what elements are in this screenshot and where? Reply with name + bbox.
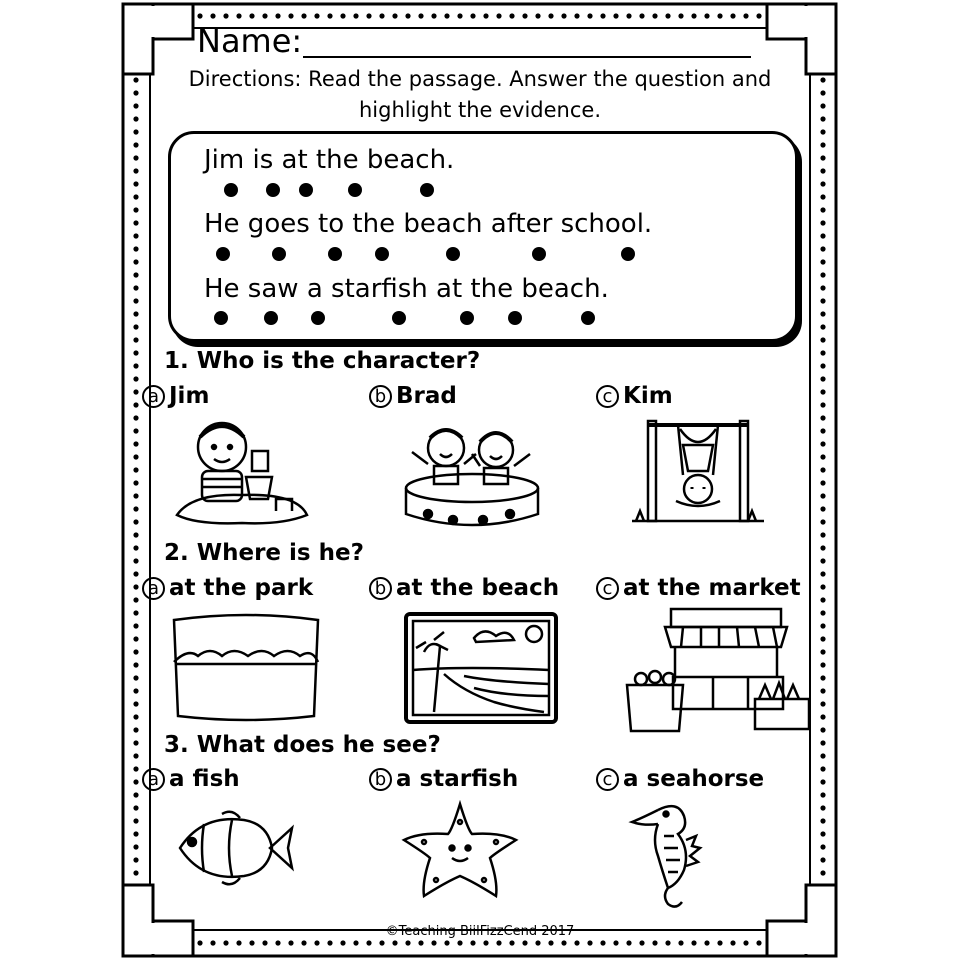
market-stand-icon: [623, 607, 813, 735]
border-dot: [340, 940, 345, 945]
fish-icon: [172, 808, 296, 888]
q1-option-a[interactable]: [142, 383, 209, 409]
border-dot: [133, 389, 138, 394]
border-dot: [820, 727, 825, 732]
border-dot: [820, 519, 825, 524]
border-dot: [691, 940, 696, 945]
border-dot: [133, 805, 138, 810]
word-count-dots: [0, 0, 960, 360]
border-dot: [133, 857, 138, 862]
border-dot: [366, 940, 371, 945]
passage-line-1: Jim is at the beach.: [204, 145, 455, 175]
border-dot: [820, 376, 825, 381]
letter-c-icon[interactable]: c: [596, 768, 619, 791]
border-dot: [133, 558, 138, 563]
border-dot: [379, 940, 384, 945]
option-label: Brad: [396, 383, 457, 409]
option-label: Kim: [623, 383, 673, 409]
option-label: at the park: [169, 575, 314, 601]
word-dot: [460, 311, 474, 325]
border-dot: [133, 740, 138, 745]
border-dot: [133, 701, 138, 706]
letter-b-icon[interactable]: b: [369, 768, 392, 791]
border-dot: [133, 727, 138, 732]
border-dot: [820, 623, 825, 628]
word-dot: [392, 311, 406, 325]
border-dot: [820, 792, 825, 797]
border-dot: [820, 558, 825, 563]
border-dot: [820, 675, 825, 680]
border-dot: [133, 649, 138, 654]
passage-line-2: He goes to the beach after school.: [204, 209, 653, 239]
border-dot: [678, 940, 683, 945]
border-dot: [392, 940, 397, 945]
border-dot: [262, 940, 267, 945]
border-dot: [820, 857, 825, 862]
q1-option-c[interactable]: [596, 383, 673, 409]
border-dot: [522, 940, 527, 945]
border-dot: [820, 818, 825, 823]
word-dot: [311, 311, 325, 325]
border-dot: [133, 818, 138, 823]
border-dot: [820, 753, 825, 758]
border-dot: [820, 662, 825, 667]
border-dot: [133, 467, 138, 472]
border-dot: [249, 940, 254, 945]
q1-option-b[interactable]: [369, 383, 457, 409]
border-dot: [820, 714, 825, 719]
letter-a-icon[interactable]: a: [142, 385, 165, 408]
kids-in-pool-icon: [398, 418, 546, 530]
option-label: at the market: [623, 575, 801, 601]
border-dot: [133, 415, 138, 420]
border-dot: [820, 584, 825, 589]
q3-option-c[interactable]: [596, 766, 764, 792]
word-dot: [508, 311, 522, 325]
border-dot: [133, 779, 138, 784]
border-dot: [820, 363, 825, 368]
word-dot: [272, 247, 286, 261]
border-dot: [133, 870, 138, 875]
word-dot: [348, 183, 362, 197]
border-dot: [626, 940, 631, 945]
border-dot: [820, 389, 825, 394]
border-dot: [133, 493, 138, 498]
border-dot: [820, 597, 825, 602]
option-label: Jim: [169, 383, 210, 409]
border-dot: [820, 467, 825, 472]
border-dot: [820, 415, 825, 420]
border-dot: [820, 480, 825, 485]
word-dot: [264, 311, 278, 325]
border-dot: [457, 940, 462, 945]
border-dot: [820, 428, 825, 433]
boy-with-sand-bucket-icon: [172, 415, 312, 527]
name-label: Name:: [197, 22, 303, 60]
border-dot: [133, 610, 138, 615]
word-dot: [532, 247, 546, 261]
option-label: a starfish: [396, 766, 519, 792]
border-dot: [483, 940, 488, 945]
border-dot: [820, 688, 825, 693]
border-dot: [133, 662, 138, 667]
border-dot: [600, 940, 605, 945]
question-3: 3. What does he see?: [164, 732, 441, 758]
border-dot: [820, 454, 825, 459]
word-dot: [299, 183, 313, 197]
q2-option-c[interactable]: [596, 575, 801, 601]
border-dot: [133, 571, 138, 576]
border-dot: [587, 940, 592, 945]
border-dot: [820, 545, 825, 550]
letter-b-icon[interactable]: b: [369, 385, 392, 408]
word-dot: [446, 247, 460, 261]
border-dot: [756, 940, 761, 945]
border-dot: [133, 545, 138, 550]
border-dot: [133, 363, 138, 368]
word-dot: [216, 247, 230, 261]
border-dot: [133, 428, 138, 433]
word-dot: [420, 183, 434, 197]
border-dot: [353, 940, 358, 945]
letter-a-icon[interactable]: a: [142, 768, 165, 791]
border-dot: [405, 940, 410, 945]
word-dot: [214, 311, 228, 325]
word-dot: [328, 247, 342, 261]
border-dot: [820, 831, 825, 836]
border-dot: [820, 493, 825, 498]
q3-option-a[interactable]: [142, 766, 240, 792]
letter-c-icon[interactable]: c: [596, 577, 619, 600]
border-dot: [704, 940, 709, 945]
border-dot: [743, 940, 748, 945]
option-label: a seahorse: [623, 766, 765, 792]
word-dot: [266, 183, 280, 197]
border-dot: [574, 940, 579, 945]
border-dot: [820, 805, 825, 810]
border-dot: [820, 571, 825, 576]
seahorse-icon: [628, 800, 708, 914]
word-dot: [224, 183, 238, 197]
border-dot: [548, 940, 553, 945]
border-dot: [820, 649, 825, 654]
border-dot: [133, 597, 138, 602]
border-dot: [639, 940, 644, 945]
q3-option-b[interactable]: [369, 766, 518, 792]
q2-option-b[interactable]: [369, 575, 559, 601]
word-dot: [581, 311, 595, 325]
border-dot: [444, 940, 449, 945]
word-dot: [375, 247, 389, 261]
border-dot: [665, 940, 670, 945]
border-dot: [133, 584, 138, 589]
border-dot: [652, 940, 657, 945]
border-dot: [133, 454, 138, 459]
border-dot: [133, 532, 138, 537]
letter-c-icon[interactable]: c: [596, 385, 619, 408]
kid-on-swing-icon: [628, 415, 770, 527]
border-dot: [133, 753, 138, 758]
border-dot: [820, 740, 825, 745]
border-dot: [133, 480, 138, 485]
border-dot: [470, 940, 475, 945]
option-label: at the beach: [396, 575, 560, 601]
border-dot: [327, 940, 332, 945]
border-dot: [820, 636, 825, 641]
border-dot: [133, 792, 138, 797]
directions-text: Directions: Read the passage. Answer the question and highlight the evidence.: [188, 67, 772, 122]
border-dot: [133, 519, 138, 524]
border-dot: [301, 940, 306, 945]
border-dot: [418, 940, 423, 945]
word-dot: [621, 247, 635, 261]
letter-a-icon[interactable]: a: [142, 577, 165, 600]
border-dot: [820, 701, 825, 706]
border-dot: [561, 940, 566, 945]
park-scene-icon: [168, 612, 324, 724]
border-dot: [820, 441, 825, 446]
border-dot: [509, 940, 514, 945]
border-dot: [223, 940, 228, 945]
passage-line-3: He saw a starfish at the beach.: [204, 274, 609, 304]
border-dot: [288, 940, 293, 945]
border-dot: [133, 675, 138, 680]
border-dot: [820, 532, 825, 537]
q2-option-a[interactable]: [142, 575, 313, 601]
border-dot: [133, 376, 138, 381]
border-dot: [717, 940, 722, 945]
border-dot: [133, 402, 138, 407]
border-dot: [236, 940, 241, 945]
border-dot: [133, 636, 138, 641]
border-dot: [133, 441, 138, 446]
border-dot: [613, 940, 618, 945]
border-dot: [210, 940, 215, 945]
border-dot: [820, 779, 825, 784]
border-dot: [133, 714, 138, 719]
border-dot: [820, 506, 825, 511]
border-dot: [197, 940, 202, 945]
question-2: 2. Where is he?: [164, 540, 364, 566]
border-dot: [820, 610, 825, 615]
starfish-icon: [400, 800, 520, 900]
border-dot: [431, 940, 436, 945]
border-dot: [275, 940, 280, 945]
border-dot: [133, 688, 138, 693]
letter-b-icon[interactable]: b: [369, 577, 392, 600]
border-dot: [133, 506, 138, 511]
border-dot: [820, 402, 825, 407]
border-dot: [730, 940, 735, 945]
border-dot: [820, 870, 825, 875]
border-dot: [133, 844, 138, 849]
border-dot: [133, 766, 138, 771]
beach-scene-icon: [404, 612, 558, 724]
option-label: a fish: [169, 766, 240, 792]
border-dot: [133, 623, 138, 628]
border-dot: [314, 940, 319, 945]
border-dot: [820, 844, 825, 849]
copyright-footer: ©Teaching BiilFizzCend 2017: [385, 924, 575, 939]
border-dot: [496, 940, 501, 945]
border-dot: [535, 940, 540, 945]
question-1: 1. Who is the character?: [164, 348, 481, 374]
border-dot: [820, 766, 825, 771]
border-dot: [133, 831, 138, 836]
